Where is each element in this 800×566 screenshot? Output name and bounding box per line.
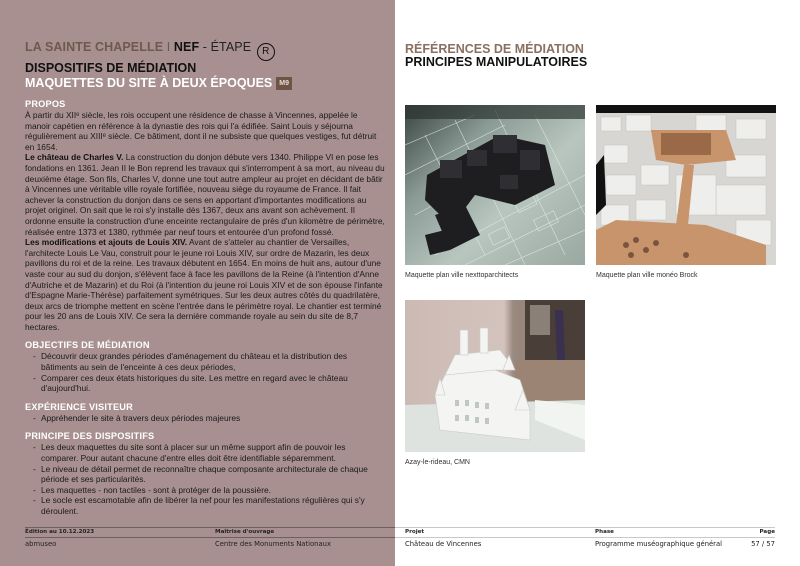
list-item: - Le niveau de détail permet de reconnaître chaque composante architecturale de chaque période et ses particularités. <box>33 464 385 485</box>
list-item: - Le socle est escamotable afin de libérer la nef pour les manifestations régulières qui s'y déroulent. <box>33 495 385 516</box>
zone-name: NEF <box>173 40 200 54</box>
footer-phase-value: Programme muséographique général <box>595 540 723 548</box>
experience-list <box>25 413 385 424</box>
page-header <box>25 40 385 75</box>
etape-code-circle: R <box>257 43 275 61</box>
photo-caption: Maquette plan ville nexttoparchitects <box>405 272 519 279</box>
references-title: RÉFÉRENCES DE MÉDIATION <box>405 42 584 56</box>
photo-caption: Maquette plan ville monéo Brock <box>596 272 698 279</box>
footer-maitrise-label: Maîtrise d'ouvrage <box>215 529 275 535</box>
footer-rule-top <box>25 527 395 528</box>
objectifs-list <box>25 351 385 393</box>
photo-caption: Azay-le-rideau, CMN <box>405 459 470 466</box>
list-item: - Les deux maquettes du site sont à placer sur un même support afin de pouvoir les comparer. Pour autant chacune d'entre elles doit être identifiable séparemment. <box>33 442 385 463</box>
section-title-experience: EXPÉRIENCE VISITEUR <box>25 401 133 412</box>
footer-rule-mid-right <box>395 537 775 538</box>
device-title <box>25 75 292 91</box>
propos-paragraph-2 <box>25 152 385 237</box>
propos-paragraph-3 <box>25 237 385 332</box>
footer-rule-mid <box>25 537 395 538</box>
breadcrumb-separator: I <box>166 40 171 54</box>
footer-edition-value: abmuseo <box>25 540 57 548</box>
propos-p3-text: Avant de s'atteler au chantier de Versailles, l'architecte Louis Le Vau, construit pour le jeune roi Louis XIV, sur ordre de Mazarin, les deux pavillons du roi et de la reine. Les travaux débutent en 1654. En moins de huit ans, autour d'une vaste cour au sud du donjon, s'élèvent face à face les pavillons de la Reine (à l'intention d'Anne d'Autriche et de Mazarin) et du Roi (à l'intention du jeune roi Louis XIV et de son épouse l'infante d'Espagne Marie-Thérèse) parfaitement symétriques. Sur les deux autres côtés du quadrilatère, deux arcs de triomphe mettent en scène l'entrée dans le périmètre royal. Le chantier est terminé pour les 20 ans de Louis XIV. Ce sera la dernière commande royale au sein du site de 8,7 hectares. <box>25 237 383 332</box>
footer-page-value: 57 / 57 <box>751 540 775 548</box>
list-item: - Les maquettes - non tactiles - sont à protéger de la poussière. <box>33 485 385 496</box>
propos-p2-heading: Le château de Charles V. <box>25 152 124 163</box>
footer-page-label: Page <box>759 529 775 535</box>
device-title-text: MAQUETTES DU SITE À DEUX ÉPOQUES <box>25 76 273 90</box>
site-name: LA SAINTE CHAPELLE <box>25 40 164 54</box>
city-model-illustration <box>596 105 776 265</box>
footer-projet-label: Projet <box>405 529 425 535</box>
footer-rule-top-right <box>395 527 775 528</box>
castle-model-photo <box>405 300 585 452</box>
city-model-illustration <box>405 105 585 265</box>
section-title-propos: PROPOS <box>25 99 66 109</box>
black-city-model-photo <box>405 105 585 265</box>
principe-list <box>25 442 385 516</box>
propos-paragraph-1: À partir du XIIᵉ siècle, les rois occupent une résidence de chasse à Vincennes, appelée le manoir capétien en référence à la dynastie des rois qui l'a édifiée. Saint Louis y séjourna régulièrement au XIIIᵉ siècle. Ce bâtiment, dont il ne subsiste que quelques vestiges, fut détruit en 1654. <box>25 110 377 152</box>
section-title-objectifs: OBJECTIFS DE MÉDIATION <box>25 340 150 351</box>
device-badge: M9 <box>276 77 292 90</box>
footer-projet-value: Château de Vincennes <box>405 540 482 548</box>
list-item: - Appréhender le site à travers deux périodes majeures <box>33 413 385 424</box>
propos-p3-heading: Les modifications et ajouts de Louis XIV. <box>25 237 188 248</box>
left-content <box>25 99 385 517</box>
section-title-principe: PRINCIPE DES DISPOSITIFS <box>25 431 155 442</box>
footer-edition-label: Édition au 10.12.2023 <box>25 529 95 535</box>
white-city-model-photo <box>596 105 776 265</box>
footer-maitrise-value: Centre des Monuments Nationaux <box>215 540 331 548</box>
castle-illustration <box>405 300 585 452</box>
footer-phase-label: Phase <box>595 529 614 535</box>
list-item: - Découvrir deux grandes périodes d'aménagement du château et la distribution des bâtiments au sein de l'enceinte à ces deux périodes, <box>33 351 385 372</box>
etape-label: - ÉTAPE <box>202 40 252 54</box>
page-title: DISPOSITIFS DE MÉDIATION <box>25 61 197 75</box>
references-subtitle: PRINCIPES MANIPULATOIRES <box>405 55 588 69</box>
list-item: - Comparer ces deux états historiques du site. Les mettre en regard avec le château d'aujourd'hui. <box>33 373 385 394</box>
breadcrumb <box>25 40 385 61</box>
right-panel <box>395 0 800 566</box>
propos-p2-text: La construction du donjon débute vers 1340. Philippe VI en pose les fondations en 1361. Jean II le Bon reprend les travaux qui s'interrompent à sa mort, au niveau du deuxième étage. Son fils, Charles V, donne une tout autre ampleur au projet en décidant de bâtir à Vincennes une véritable ville royale fortifiée, nouveau siège du royaume de France. Il fait achever la construction du donjon dans ce sens en apportant d'importantes modifications au projet originel. On sait que le roi s'y installe dès 1367, deux ans avant son achèvement. Il ordonne ensuite la construction d'une enceinte rectangulaire de près d'un kilomètre de périmètre, réalisée entre 1373 et 1380, rythmée par neuf tours et entourée d'un profond fossé. <box>25 152 385 237</box>
